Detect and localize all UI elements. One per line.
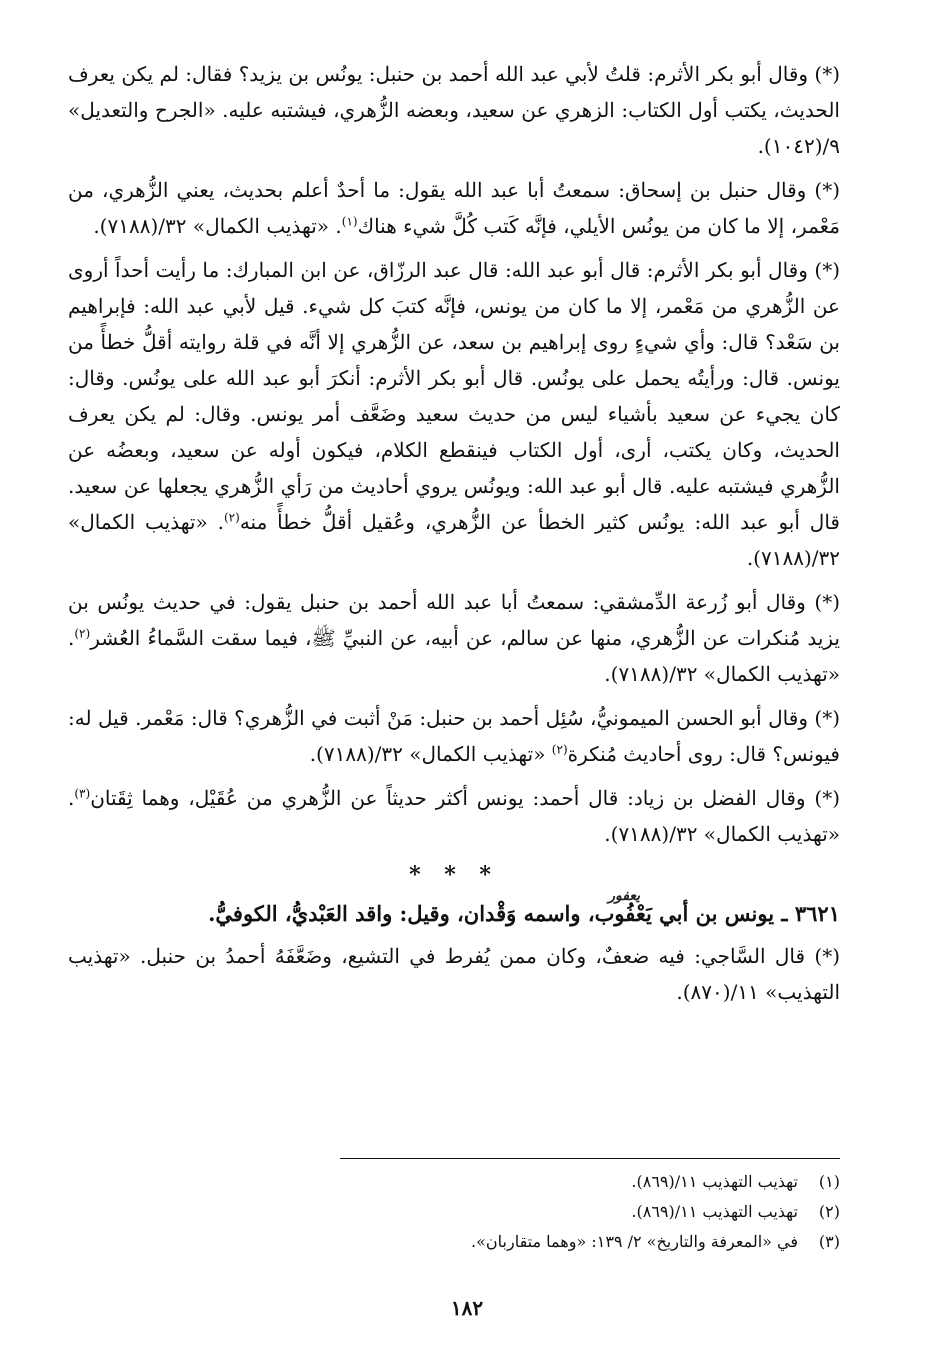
page-body — [68, 56, 840, 1018]
paragraph-4 — [68, 584, 840, 692]
paragraph-text: (*) وقال أبو الحسن الميمونيُّ، سُئِل أحمد بن حنبل: مَنْ أثبت في الزُّهري؟ قال: مَعْمر. قيل له: فيونس؟ قال: روى أحاديث مُنكرة — [68, 706, 840, 766]
footnote-item — [340, 1227, 840, 1257]
footnote-text: تهذيب التهذيب ١١/(٨٦٩). — [631, 1172, 798, 1191]
page-number: ١٨٢ — [450, 1296, 484, 1320]
paragraph-source: . «تهذيب الكمال» ٣٢/(٧١٨٨). — [68, 510, 840, 570]
paragraph-source: «تهذيب الكمال» ٣٢/(٧١٨٨). — [309, 742, 552, 766]
paragraph-source: . «تهذيب الكمال» ٣٢/(٧١٨٨). — [68, 626, 840, 686]
footnote-ref[interactable]: (٢) — [551, 742, 568, 757]
paragraph-text: (*) وقال أبو زُرعة الدِّمشقي: سمعتُ أبا عبد الله أحمد بن حنبل يقول: في حديث يونُس بن يزيد مُنكرات عن الزُّهري، منها عن سالم، عن أبيه، عن النبيِّ ﷺ، فيما سقت السَّماءُ العُشر — [68, 590, 840, 650]
paragraph-3 — [68, 252, 840, 576]
footnote-ref[interactable]: (١) — [341, 214, 358, 229]
footnote-ref[interactable]: (٣) — [74, 786, 91, 801]
footnote-number: (١) — [818, 1172, 840, 1191]
section-separator: * * * — [409, 862, 499, 888]
footnote-item — [340, 1167, 840, 1197]
paragraph-text: (*) وقال أبو بكر الأثرم: قلتُ لأبي عبد الله أحمد بن حنبل: يونُس بن يزيد؟ فقال: لم يكن يعرف الحديث، يكتب أول الكتاب: الزهري عن سعيد، وبعضه الزُّهري، فيشتبه عليه. «الجرح والتعديل» ٩/(١٠٤٢). — [68, 62, 840, 158]
handwritten-margin-note: يعفور — [608, 888, 640, 904]
footnote-text: في «المعرفة والتاريخ» ٢/ ١٣٩: «وهما متقاربان». — [471, 1232, 798, 1251]
paragraph-5 — [68, 700, 840, 772]
footnote-ref[interactable]: (٢) — [74, 626, 91, 641]
paragraph-source: . «تهذيب الكمال» ٣٢/(٧١٨٨). — [93, 214, 342, 238]
footnote-item — [340, 1197, 840, 1227]
paragraph-1 — [68, 56, 840, 164]
footnotes — [340, 1158, 840, 1257]
paragraph-text: (*) وقال حنبل بن إسحاق: سمعتُ أبا عبد الله يقول: ما أحدٌ أعلم بحديث، يعني الزُّهري، من مَعْمر، إلا ما كان من يونُس الأيلي، فإنَّه كَتب كُلَّ شيء هناك — [68, 178, 840, 238]
paragraph-6 — [68, 780, 840, 852]
footnote-text: تهذيب التهذيب ١١/(٨٦٩). — [631, 1202, 798, 1221]
entry-paragraph — [68, 938, 840, 1010]
paragraph-source: . «تهذيب الكمال» ٣٢/(٧١٨٨). — [68, 786, 840, 846]
paragraph-text: (*) وقال أبو بكر الأثرم: قال أبو عبد الله: قال عبد الرزّاق، عن ابن المبارك: ما رأيت أحداً أروى عن الزُّهري من مَعْمر، إلا ما كان من يونس، فإنَّه كتبَ كل شيء. قيل لأبي عبد الله: فإبراهيم بن سَعْد؟ قال: وأي شيءٍ روى إبراهيم بن سعد، عن الزُّهري إلا أنَّه في قلة روايته أقلُّ خطأً من يونس. قال: ورأيتُه يحمل على يونُس. قال أبو بكر الأثرم: أنكرَ أبو عبد الله على يونُس. وقال: كان يجيء عن سعيد بأشياء ليس من حديث سعيد وضَعَّف أمر يونس. وقال: لم يكن يعرف الحديث، وكان يكتب، أرى، أول الكتاب فينقطع الكلام، فيكون أوله عن سعيد، وبعضُه عن الزُّهري فيشتبه عليه. قال أبو عبد الله: ويونُس يروي أحاديث من رَأي الزُّهري يجعلها عن سعيد. قال أبو عبد الله: يونُس كثير الخطأ عن الزُّهري، وعُقيل أقلُّ خطأً منه — [68, 258, 840, 534]
footnote-number: (٢) — [818, 1202, 840, 1221]
paragraph-text: (*) وقال الفضل بن زياد: قال أحمد: يونس أكثر حديثاً عن الزُّهري من عُقَيْل، وهما ثِقَتان — [90, 786, 840, 810]
paragraph-2 — [68, 172, 840, 244]
entry-heading — [68, 888, 840, 934]
footnote-number: (٣) — [818, 1232, 840, 1251]
footnote-ref[interactable]: (٢) — [223, 510, 240, 525]
entry-title: ٣٦٢١ ـ يونس بن أبي يَعْفُوب، واسمه وَقْدان، وقيل: واقد العَبْديُّ، الكوفيُّ. — [208, 901, 840, 926]
paragraph-text: (*) قال السَّاجي: فيه ضعفٌ، وكان ممن يُفرط في التشيع، وضَعَّفَهُ أحمدُ بن حنبل. «تهذيب التهذيب» ١١/(٨٧٠). — [68, 944, 841, 1004]
